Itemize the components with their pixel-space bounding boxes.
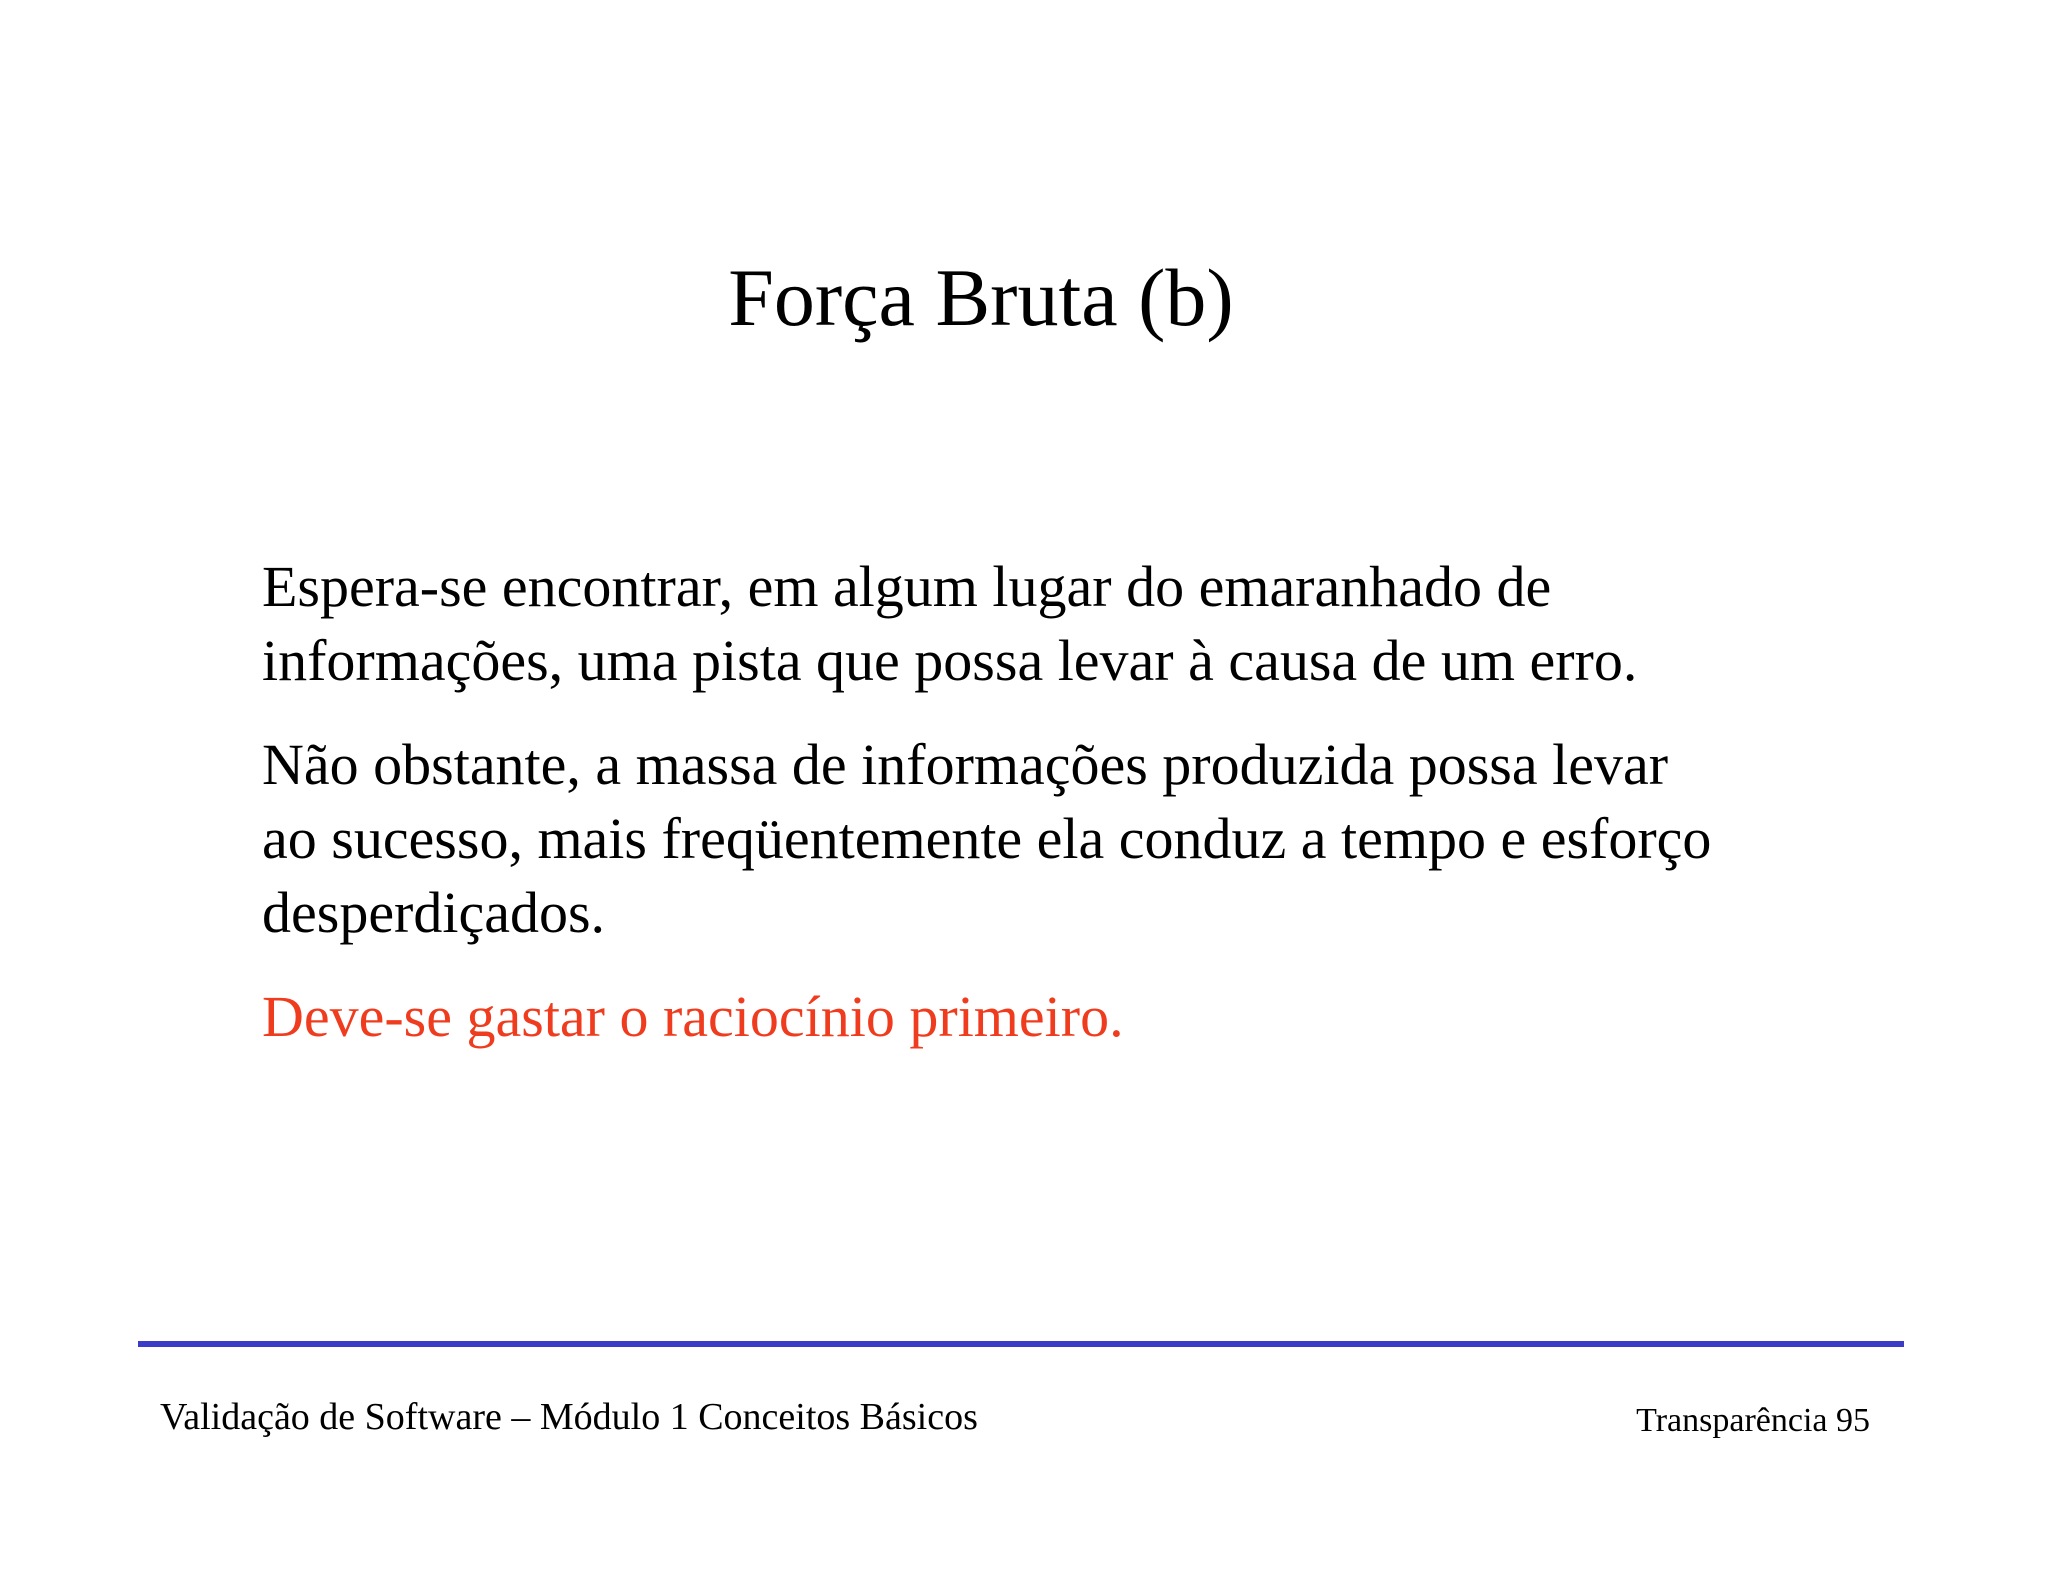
text-line: ao sucesso, mais freqüentemente ela conduz a tempo e esforço	[262, 806, 1712, 871]
paragraph-think-first	[262, 980, 1902, 1054]
text-line: Não obstante, a massa de informações produzida possa levar	[262, 732, 1669, 797]
footer-divider	[138, 1341, 1904, 1347]
text-line: informações, uma pista que possa levar à causa de um erro.	[262, 628, 1638, 693]
text-line: Espera-se encontrar, em algum lugar do emaranhado de	[262, 554, 1552, 619]
paragraph-wasted-effort	[262, 728, 1902, 950]
paragraph-brute-force-hope	[262, 550, 1902, 698]
text-line: Deve-se gastar o raciocínio primeiro.	[262, 984, 1124, 1049]
footer-slide-number: Transparência 95	[1636, 1402, 1870, 1439]
slide-title: Força Bruta (b)	[728, 252, 1234, 343]
footer-course-title: Validação de Software – Módulo 1 Conceitos Básicos	[160, 1396, 978, 1438]
text-line: desperdiçados.	[262, 880, 606, 945]
slide-body	[262, 550, 1902, 1084]
